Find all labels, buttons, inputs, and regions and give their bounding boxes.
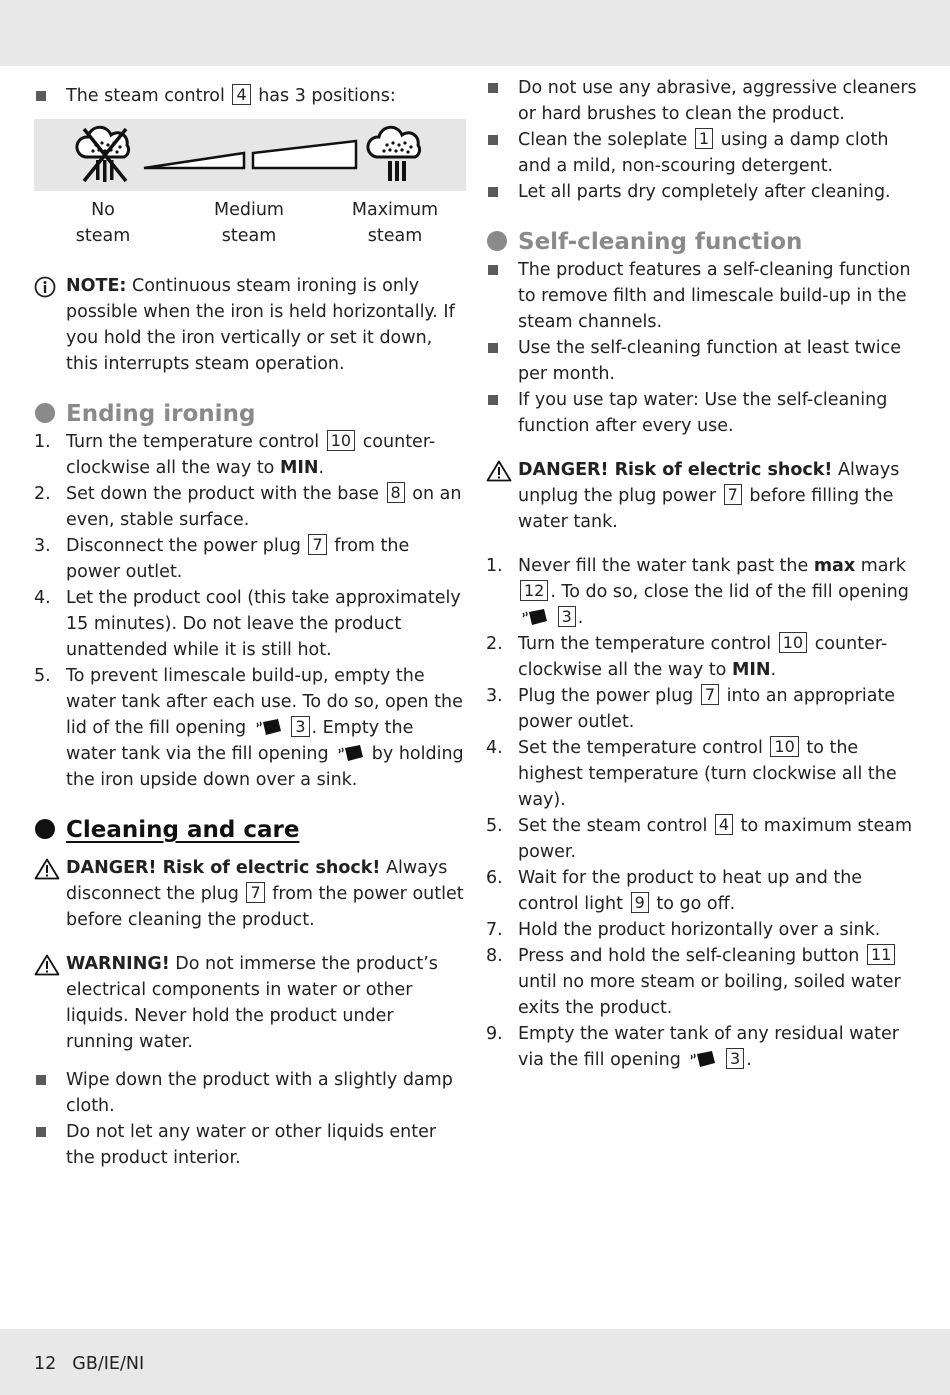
page-footer [34, 1354, 144, 1374]
warning-triangle-icon [486, 460, 512, 482]
cleaning-care-heading: Cleaning and care [34, 815, 466, 845]
list-item: 1. Never fill the water tank past the max mark 12 . To do so, close the lid of the fill opening 3 . [486, 556, 909, 628]
region-code: GB/IE/NI [72, 1354, 145, 1374]
list-item: 2. Set down the product with the base 8 on an even, stable surface. [34, 483, 462, 530]
ref-box: 11 [867, 944, 895, 965]
maximum-steam-label: Maximum steam [351, 200, 439, 246]
list-item: 3. Disconnect the power plug 7 from the power outlet. [34, 535, 410, 582]
steam-level-wedge [144, 141, 356, 168]
left-column [34, 80, 466, 1171]
list-item: Wipe down the product with a slightly damp cloth. [34, 1067, 466, 1119]
right-column [486, 75, 918, 1073]
ref-box: 12 [520, 580, 548, 601]
no-steam-label: No steam [75, 200, 131, 246]
ending-ironing-heading: Ending ironing [34, 399, 466, 429]
ref-box: 10 [770, 736, 798, 757]
fill-opening-icon [520, 608, 548, 626]
self-cleaning-heading: Self-cleaning function [486, 227, 918, 257]
list-item: 7. Hold the product horizontally over a sink. [486, 920, 881, 940]
no-steam-icon [77, 127, 129, 182]
ref-box: 4 [715, 814, 733, 835]
list-item: Let all parts dry completely after cleaning. [486, 179, 918, 205]
ref-box: 9 [631, 892, 649, 913]
list-item: 6. Wait for the product to heat up and the control light 9 to go off. [486, 868, 863, 914]
max-steam-icon [368, 127, 420, 181]
section-bullet-icon [487, 231, 507, 251]
ref-box: 3 [558, 606, 576, 627]
steam-position-labels [34, 197, 466, 253]
danger-block: DANGER! Risk of electric shock! Always unplug the plug power 7 before filling the water tank. [486, 457, 918, 535]
ref-box: 3 [291, 716, 309, 737]
ref-box: 7 [246, 882, 264, 903]
info-icon [34, 276, 56, 298]
fill-opening-icon [336, 744, 364, 762]
fill-opening-icon [688, 1050, 716, 1068]
fill-opening-icon [254, 718, 282, 736]
danger-block: DANGER! Risk of electric shock! Always disconnect the plug 7 from the power outlet before cleaning the product. [34, 855, 466, 933]
ref-box: 10 [779, 632, 807, 653]
ref-box: 10 [327, 430, 355, 451]
list-item: 4. Set the temperature control 10 to the highest temperature (turn clockwise all the way). [486, 737, 897, 810]
list-item: The product features a self-cleaning function to remove filth and limescale build-up in the steam channels. [486, 257, 918, 335]
list-item: 1. Turn the temperature control 10 counter-clockwise all the way to MIN. [34, 431, 436, 478]
list-item: If you use tap water: Use the self-cleaning function after every use. [486, 387, 918, 439]
steam-control-intro: The steam control 4 has 3 positions: [34, 83, 466, 109]
page-number: 12 [34, 1354, 57, 1374]
list-item: 9. Empty the water tank of any residual water via the fill opening 3 . [486, 1024, 900, 1070]
ref-box: 4 [232, 84, 250, 105]
steam-scale-illustration [34, 119, 466, 191]
list-item: 4. Let the product cool (this take approximately 15 minutes). Do not leave the product unattended while it is still hot. [34, 588, 461, 660]
ref-box: 7 [701, 684, 719, 705]
list-item: Use the self-cleaning function at least twice per month. [486, 335, 918, 387]
ref-box: 8 [387, 482, 405, 503]
ref-box: 1 [695, 128, 713, 149]
list-item: 5. To prevent limescale build-up, empty the water tank after each use. To do so, open the lid of the fill opening 3 . Empty the water tank via the fill opening by holding the iron upside down over a sink. [34, 666, 464, 790]
section-bullet-icon [35, 403, 55, 423]
warning-block: WARNING! Do not immerse the product’s electrical components in water or other liquids. Never hold the product under running water. [34, 951, 466, 1055]
list-item: Clean the soleplate 1 using a damp cloth and a mild, non-scouring detergent. [486, 127, 918, 179]
ref-box: 7 [724, 484, 742, 505]
list-item: 3. Plug the power plug 7 into an appropriate power outlet. [486, 685, 896, 732]
ref-box: 3 [726, 1048, 744, 1069]
medium-steam-label: Medium steam [214, 200, 284, 246]
list-item: 8. Press and hold the self-cleaning button 11 until no more steam or boiling, soiled water exits the product. [486, 945, 901, 1018]
header-band [0, 0, 950, 66]
list-item: 5. Set the steam control 4 to maximum steam power. [486, 815, 913, 862]
note-block: NOTE: Continuous steam ironing is only possible when the iron is held horizontally. If you hold the iron vertically or set it down, this interrupts steam operation. [34, 273, 466, 377]
steam-positions-graphic [34, 119, 466, 191]
list-item: 2. Turn the temperature control 10 counter-clockwise all the way to MIN. [486, 633, 888, 680]
warning-triangle-icon [34, 858, 60, 880]
warning-triangle-icon [34, 954, 60, 976]
list-item: Do not let any water or other liquids enter the product interior. [34, 1119, 466, 1171]
ref-box: 7 [308, 534, 326, 555]
section-bullet-icon [35, 819, 55, 839]
list-item: Do not use any abrasive, aggressive cleaners or hard brushes to clean the product. [486, 75, 918, 127]
